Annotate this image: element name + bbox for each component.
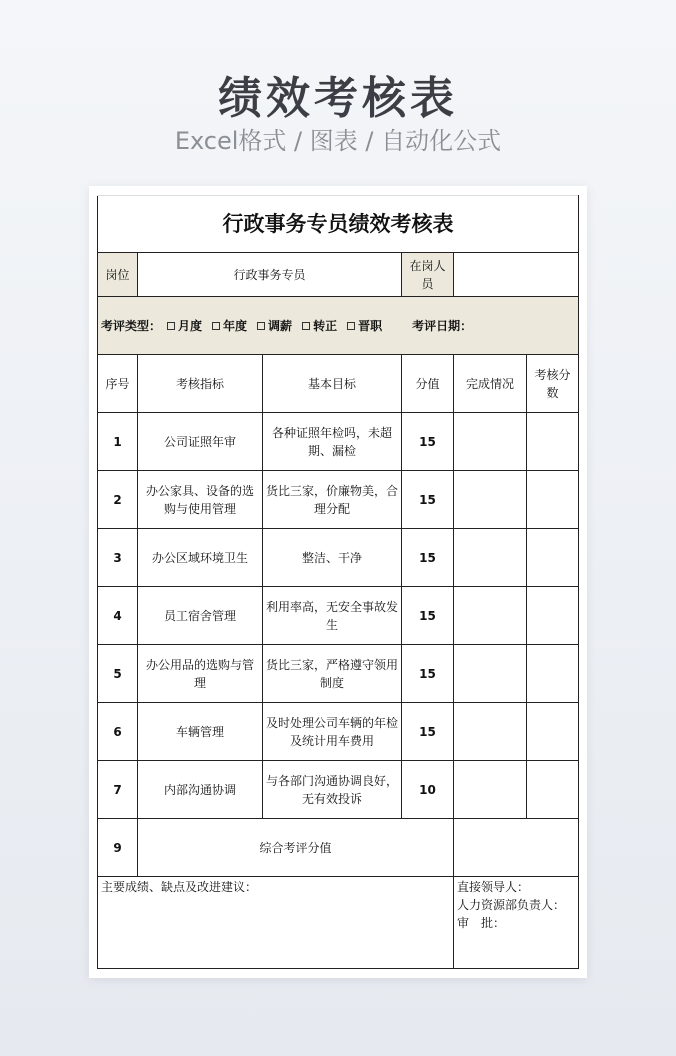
total-value-cell[interactable] — [454, 819, 579, 877]
total-row — [98, 819, 579, 877]
employee-label: 在岗人员 — [402, 253, 454, 297]
row-score: 15 — [402, 645, 454, 703]
row-completion-cell[interactable] — [454, 587, 527, 645]
header-score: 分值 — [402, 355, 454, 413]
row-result-cell[interactable] — [527, 645, 579, 703]
eval-type-label: 考评类型： — [101, 318, 162, 333]
header-row — [98, 355, 579, 413]
table-row — [98, 471, 579, 529]
row-result-cell[interactable] — [527, 703, 579, 761]
row-completion-cell[interactable] — [454, 471, 527, 529]
row-completion-cell[interactable] — [454, 645, 527, 703]
row-result-cell[interactable] — [527, 413, 579, 471]
header-no: 序号 — [98, 355, 138, 413]
checkbox-salary-adjust[interactable] — [257, 322, 265, 330]
row-indicator: 内部沟通协调 — [138, 761, 263, 819]
row-result-cell[interactable] — [527, 471, 579, 529]
form-table-area — [97, 195, 578, 968]
row-indicator: 办公区域环境卫生 — [138, 529, 263, 587]
row-indicator: 公司证照年审 — [138, 413, 263, 471]
checkbox-annual[interactable] — [212, 322, 220, 330]
suggestion-label: 主要成绩、缺点及改进建议： — [101, 880, 258, 894]
eval-type-monthly: 月度 — [178, 318, 203, 333]
header-completion: 完成情况 — [454, 355, 527, 413]
row-target: 利用率高，无安全事故发生 — [263, 587, 402, 645]
row-indicator: 员工宿舍管理 — [138, 587, 263, 645]
table-row — [98, 529, 579, 587]
post-label: 岗位 — [98, 253, 138, 297]
row-no: 7 — [98, 761, 138, 819]
row-target: 货比三家，价廉物美，合理分配 — [263, 471, 402, 529]
form-title: 行政事务专员绩效考核表 — [98, 196, 579, 253]
checkbox-regularization[interactable] — [302, 322, 310, 330]
eval-type-row — [98, 297, 579, 355]
row-completion-cell[interactable] — [454, 413, 527, 471]
checkbox-promotion[interactable] — [347, 322, 355, 330]
header-target: 基本目标 — [263, 355, 402, 413]
table-row — [98, 645, 579, 703]
row-target: 各种证照年检吗，未超期、漏检 — [263, 413, 402, 471]
row-score: 15 — [402, 413, 454, 471]
row-result-cell[interactable] — [527, 529, 579, 587]
eval-type-salary-adjust: 调薪 — [268, 318, 293, 333]
table-row — [98, 703, 579, 761]
table-row — [98, 587, 579, 645]
suggestion-cell[interactable] — [98, 877, 454, 969]
hr-label: 人力资源部负责人： — [457, 898, 566, 912]
row-no: 4 — [98, 587, 138, 645]
eval-date-label: 考评日期： — [412, 318, 473, 333]
header-indicator: 考核指标 — [138, 355, 263, 413]
row-score: 10 — [402, 761, 454, 819]
row-completion-cell[interactable] — [454, 761, 527, 819]
row-no: 3 — [98, 529, 138, 587]
row-score: 15 — [402, 587, 454, 645]
eval-type-cell — [98, 297, 579, 355]
approve-label: 审 批： — [457, 916, 506, 930]
row-target: 与各部门沟通协调良好，无有效投诉 — [263, 761, 402, 819]
row-no: 2 — [98, 471, 138, 529]
hero-title: 绩效考核表 — [218, 73, 458, 124]
checkbox-monthly[interactable] — [167, 322, 175, 330]
row-target: 及时处理公司车辆的年检及统计用车费用 — [263, 703, 402, 761]
eval-type-promotion: 晋职 — [358, 318, 383, 333]
row-indicator: 办公用品的选购与管理 — [138, 645, 263, 703]
row-result-cell[interactable] — [527, 761, 579, 819]
appraisal-table — [97, 195, 579, 969]
row-no: 5 — [98, 645, 138, 703]
row-result-cell[interactable] — [527, 587, 579, 645]
row-no: 1 — [98, 413, 138, 471]
row-score: 15 — [402, 529, 454, 587]
row-indicator: 办公家具、设备的选购与使用管理 — [138, 471, 263, 529]
employee-value-cell[interactable] — [454, 253, 579, 297]
hero-subtitle: Excel格式 / 图表 / 自动化公式 — [174, 127, 502, 155]
signature-row — [98, 877, 579, 969]
total-no: 9 — [98, 819, 138, 877]
post-row — [98, 253, 579, 297]
row-target: 整洁、干净 — [263, 529, 402, 587]
eval-type-annual: 年度 — [223, 318, 248, 333]
signature-cell[interactable] — [454, 877, 579, 969]
title-row — [98, 196, 579, 253]
row-indicator: 车辆管理 — [138, 703, 263, 761]
table-row — [98, 413, 579, 471]
row-no: 6 — [98, 703, 138, 761]
row-completion-cell[interactable] — [454, 703, 527, 761]
row-target: 货比三家，严格遵守领用制度 — [263, 645, 402, 703]
row-completion-cell[interactable] — [454, 529, 527, 587]
header-result: 考核分数 — [527, 355, 579, 413]
row-score: 15 — [402, 703, 454, 761]
total-label: 综合考评分值 — [138, 819, 454, 877]
row-score: 15 — [402, 471, 454, 529]
table-row — [98, 761, 579, 819]
eval-type-regularization: 转正 — [313, 318, 338, 333]
spreadsheet-sheet — [89, 186, 587, 978]
leader-label: 直接领导人： — [457, 880, 530, 894]
post-value-cell[interactable]: 行政事务专员 — [138, 253, 402, 297]
